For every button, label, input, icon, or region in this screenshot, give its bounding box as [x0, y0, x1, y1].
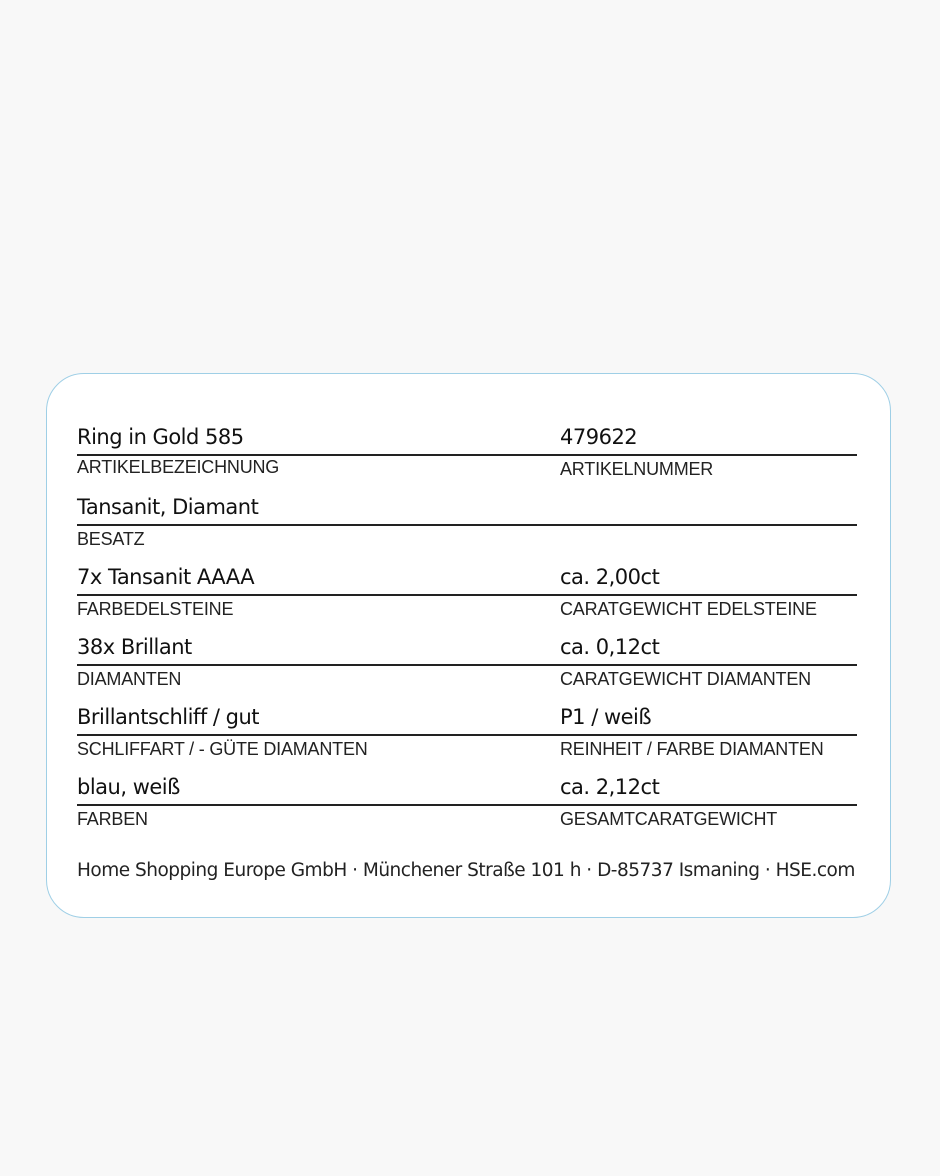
article-number-value: 479622 — [560, 425, 638, 449]
diamonds-carat-label: CARATGEWICHT DIAMANTEN — [560, 669, 811, 689]
row-cut-quality — [77, 700, 857, 768]
row-article — [77, 420, 857, 488]
colors-label: FARBEN — [77, 809, 148, 829]
divider — [77, 804, 857, 806]
article-number-label: ARTIKELNUMMER — [560, 459, 714, 479]
row-diamonds — [77, 630, 857, 698]
divider — [77, 594, 857, 596]
colors-value: blau, weiß — [77, 775, 180, 799]
divider — [77, 524, 857, 526]
cut-quality-label: SCHLIFFART / - GÜTE DIAMANTEN — [77, 739, 368, 759]
setting-label: BESATZ — [77, 529, 145, 549]
divider — [77, 734, 857, 736]
certificate-card — [46, 373, 891, 918]
setting-value: Tansanit, Diamant — [77, 495, 259, 519]
cut-quality-value: Brillantschliff / gut — [77, 705, 260, 729]
diamonds-value: 38x Brillant — [77, 635, 192, 659]
gemstones-label: FARBEDELSTEINE — [77, 599, 234, 619]
row-setting — [77, 490, 857, 558]
gemstones-carat-label: CARATGEWICHT EDELSTEINE — [560, 599, 817, 619]
clarity-color-label: REINHEIT / FARBE DIAMANTEN — [560, 739, 824, 759]
diamonds-label: DIAMANTEN — [77, 669, 182, 689]
total-carat-value: ca. 2,12ct — [560, 775, 660, 799]
clarity-color-value: P1 / weiß — [560, 705, 652, 729]
article-name-value: Ring in Gold 585 — [77, 425, 244, 449]
gemstones-value: 7x Tansanit AAAA — [77, 565, 255, 589]
divider — [77, 664, 857, 666]
diamonds-carat-value: ca. 0,12ct — [560, 635, 660, 659]
row-colors — [77, 770, 857, 838]
total-carat-label: GESAMTCARATGEWICHT — [560, 809, 778, 829]
row-gemstones — [77, 560, 857, 628]
company-footer: Home Shopping Europe GmbH · Münchener Straße 101 h · D-85737 Ismaning · HSE.com — [77, 860, 855, 881]
article-name-label: ARTIKELBEZEICHNUNG — [77, 457, 280, 477]
gemstones-carat-value: ca. 2,00ct — [560, 565, 660, 589]
